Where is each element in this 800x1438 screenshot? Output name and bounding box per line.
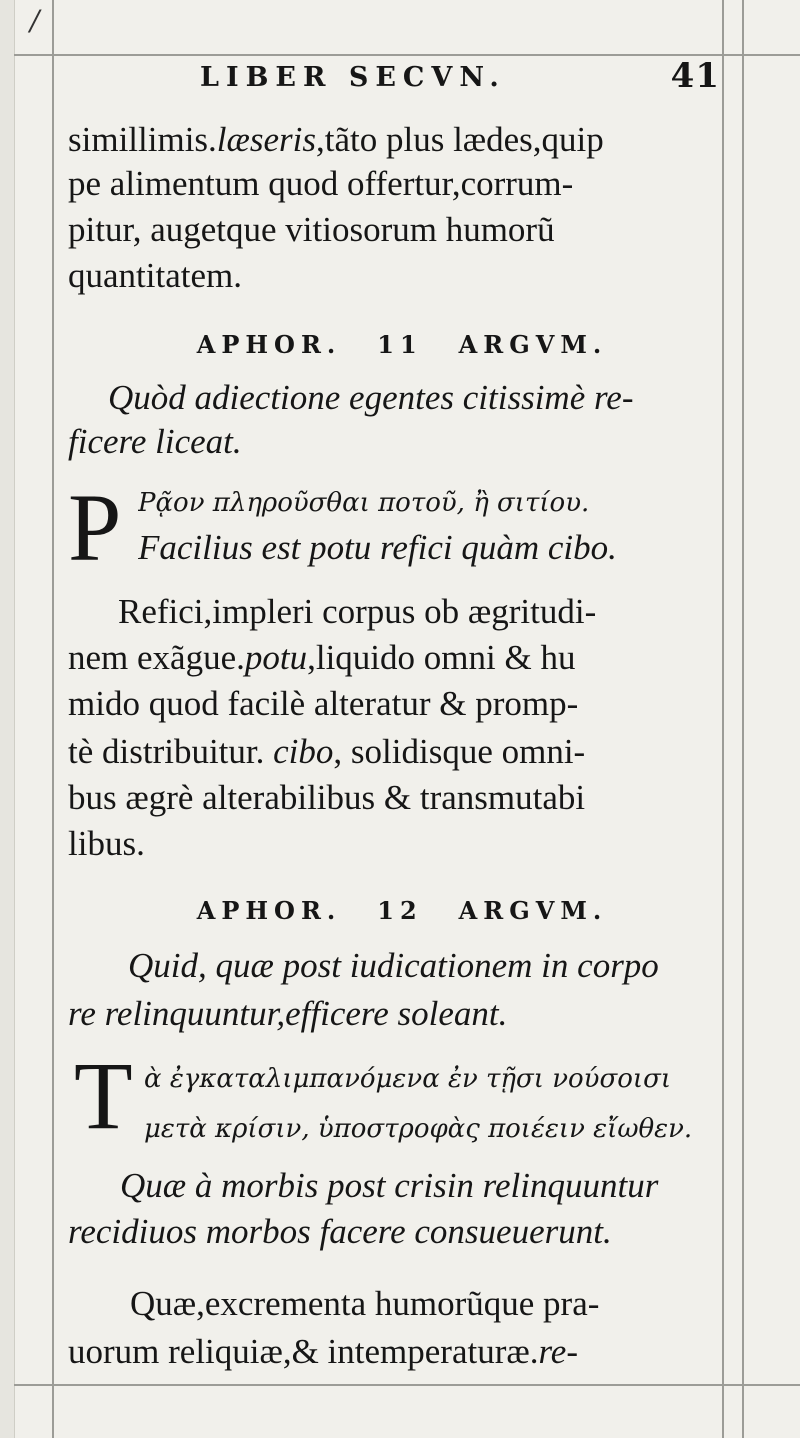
argument-line: re relinquuntur,efficere soleant. <box>68 994 508 1033</box>
commentary-line: Quæ,excrementa humorũque pra- <box>130 1284 600 1323</box>
left-margin-rule <box>52 0 54 1438</box>
greek-text: Ρᾷον πληροῦσθαι ποτοῦ, ἢ σιτίου. <box>138 488 590 518</box>
commentary-line <box>68 636 736 680</box>
outer-margin-rule <box>742 0 744 1438</box>
text-line: pitur, augetque vitiosorum humorũ <box>68 210 555 249</box>
commentary-line: bus ægrè alterabilibus & transmutabi <box>68 778 586 817</box>
page-number: 41 <box>670 56 720 96</box>
greek-line <box>138 478 736 525</box>
margin-stroke: / <box>30 4 40 37</box>
text-segment: uorum reliquiæ,& intemperaturæ. <box>68 1332 539 1371</box>
text-segment: , solidisque omni- <box>333 732 586 771</box>
heading-argum: ARGVM. <box>458 330 608 359</box>
drop-initial: T <box>74 1042 133 1149</box>
argument-line: Quòd adiectione egentes citissimè re- <box>108 378 634 417</box>
heading-number: 11 <box>377 330 423 359</box>
heading-aphor: APHOR. <box>196 330 342 359</box>
latin-translation: recidiuos morbos facere consueuerunt. <box>68 1212 612 1251</box>
argument-line: Quid, quæ post iudicationem in corpo <box>128 946 659 985</box>
commentary-line: Refici,impleri corpus ob ægritudi- <box>118 592 597 631</box>
italic-word: potu <box>244 638 308 677</box>
text-segment: nem exãgue. <box>68 638 245 677</box>
commentary-line: mido quod facilè alteratur & promp- <box>68 684 579 723</box>
greek-line <box>144 1104 736 1151</box>
text-segment: ,tãto plus lædes,quip <box>316 120 604 159</box>
text-segment: tè distribuitur. <box>68 732 274 771</box>
commentary-line: libus. <box>68 824 145 863</box>
drop-initial: P <box>68 474 122 581</box>
greek-line <box>144 1054 736 1101</box>
running-title: LIBER SECVN. <box>200 62 506 93</box>
latin-translation: Quæ à morbis post crisin relinquuntur <box>120 1166 659 1205</box>
italic-word: re- <box>538 1332 578 1371</box>
text-line: pe alimentum quod offertur,corrum- <box>68 164 574 203</box>
greek-text: μετὰ κρίσιν, ὑποστροφὰς ποιέειν εἴωθεν. <box>144 1114 693 1144</box>
text-line: quantitatem. <box>68 256 242 295</box>
commentary-line <box>68 730 736 774</box>
aphorism-12-heading <box>68 896 736 925</box>
heading-argum: ARGVM. <box>458 896 608 925</box>
page-text <box>68 0 736 1438</box>
commentary-line <box>68 1330 736 1374</box>
text-segment: ,liquido omni & hu <box>307 638 576 677</box>
latin-translation: Facilius est potu refici quàm cibo. <box>138 528 617 567</box>
heading-aphor: APHOR. <box>196 896 342 925</box>
heading-number: 12 <box>377 896 423 925</box>
argument-line: ficere liceat. <box>68 422 242 461</box>
italic-word: læseris <box>216 120 316 159</box>
aphorism-11-heading <box>68 330 736 359</box>
greek-text: ὰ ἐγκαταλιμπανόμενα ἐν τῇσι νούσοισι <box>144 1064 672 1094</box>
italic-word: cibo <box>273 732 334 771</box>
page-edge <box>0 0 15 1438</box>
text-line <box>68 118 736 162</box>
text-segment: simillimis. <box>68 120 217 159</box>
